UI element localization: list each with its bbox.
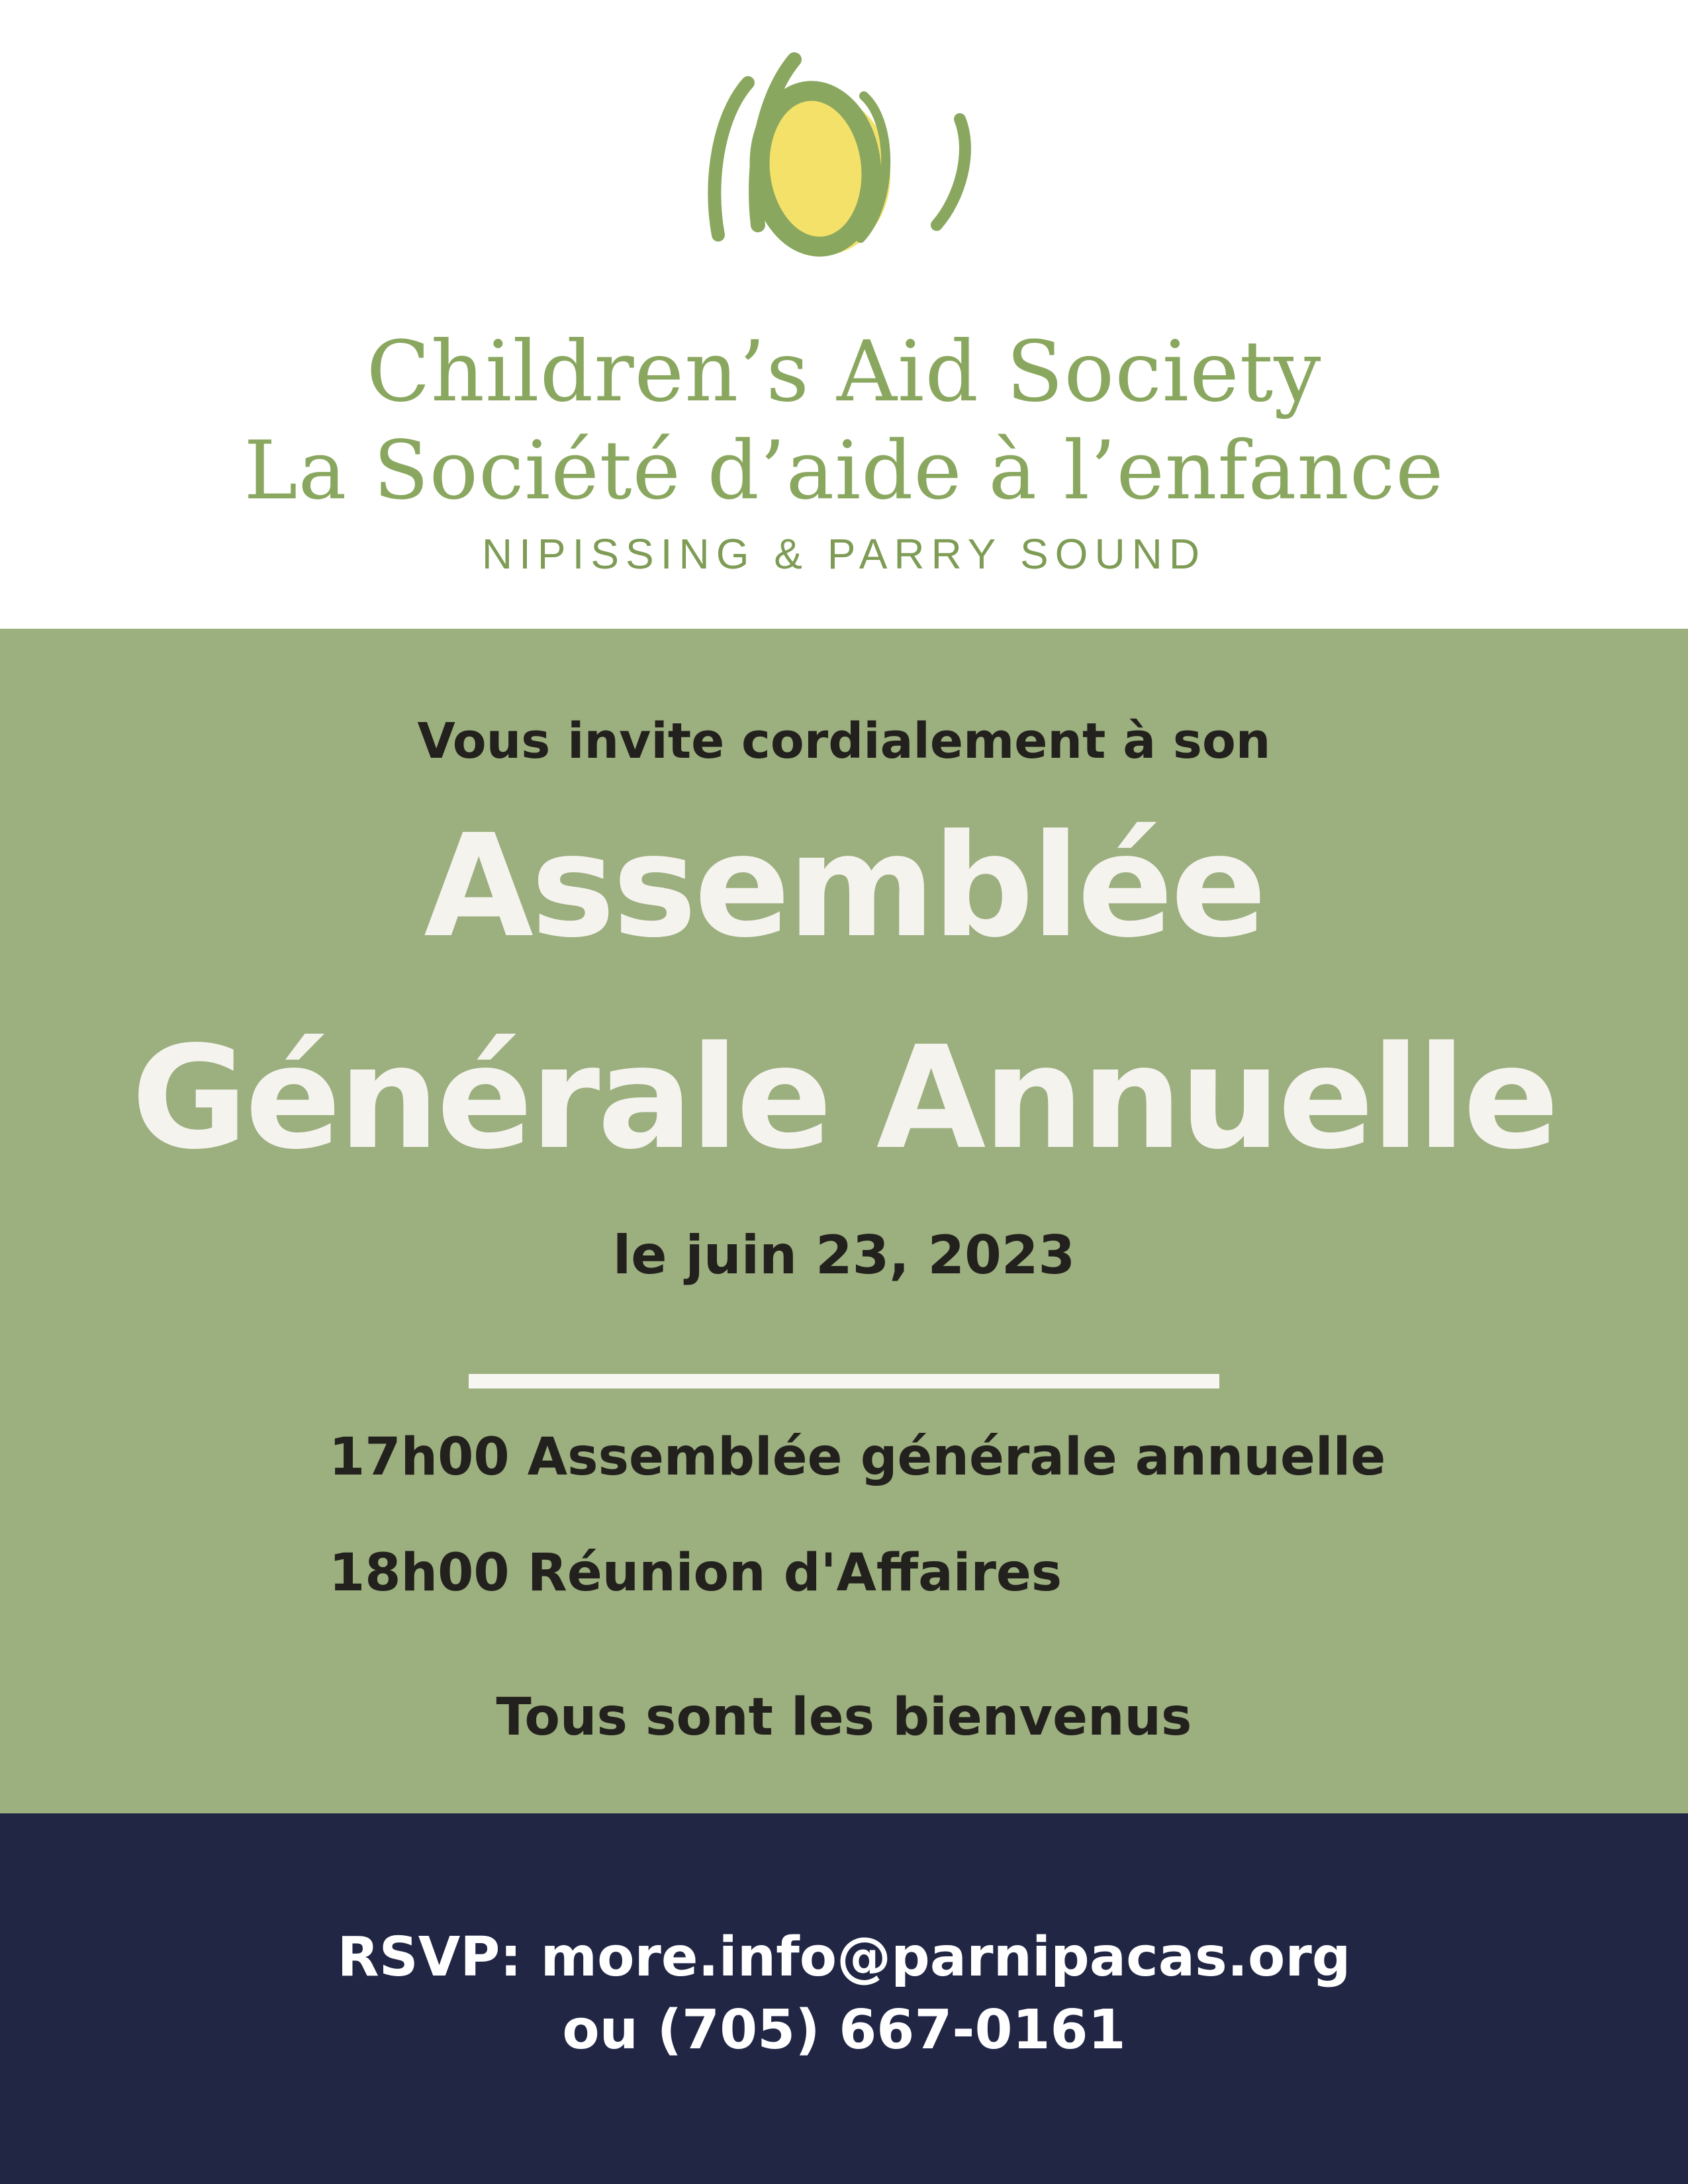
divider-rule	[469, 1374, 1219, 1388]
organization-name-french: La Société d’aide à l’enfance	[244, 424, 1444, 518]
event-title-line-1: Assemblée	[424, 804, 1264, 969]
organization-region: NIPISSING & PARRY SOUND	[481, 530, 1207, 578]
schedule-item-agm: 17h00 Assemblée générale annuelle	[329, 1428, 1386, 1487]
rsvp-email-line: RSVP: more.info@parnipacas.org	[337, 1926, 1351, 1989]
organization-name-english: Children’s Aid Society	[366, 323, 1322, 420]
event-date: le juin 23, 2023	[612, 1224, 1076, 1286]
organization-logo-icon	[662, 36, 993, 288]
invitation-panel	[0, 629, 1688, 1813]
invitation-intro: Vous invite cordialement à son	[417, 713, 1271, 770]
header	[0, 0, 1688, 629]
welcome-message: Tous sont les bienvenus	[496, 1688, 1192, 1747]
rsvp-footer	[0, 1813, 1688, 2184]
schedule-item-business-meeting: 18h00 Réunion d'Affaires	[329, 1543, 1062, 1603]
rsvp-phone-line: ou (705) 667-0161	[562, 1999, 1126, 2062]
event-title-line-2: Générale Annuelle	[131, 1016, 1557, 1181]
